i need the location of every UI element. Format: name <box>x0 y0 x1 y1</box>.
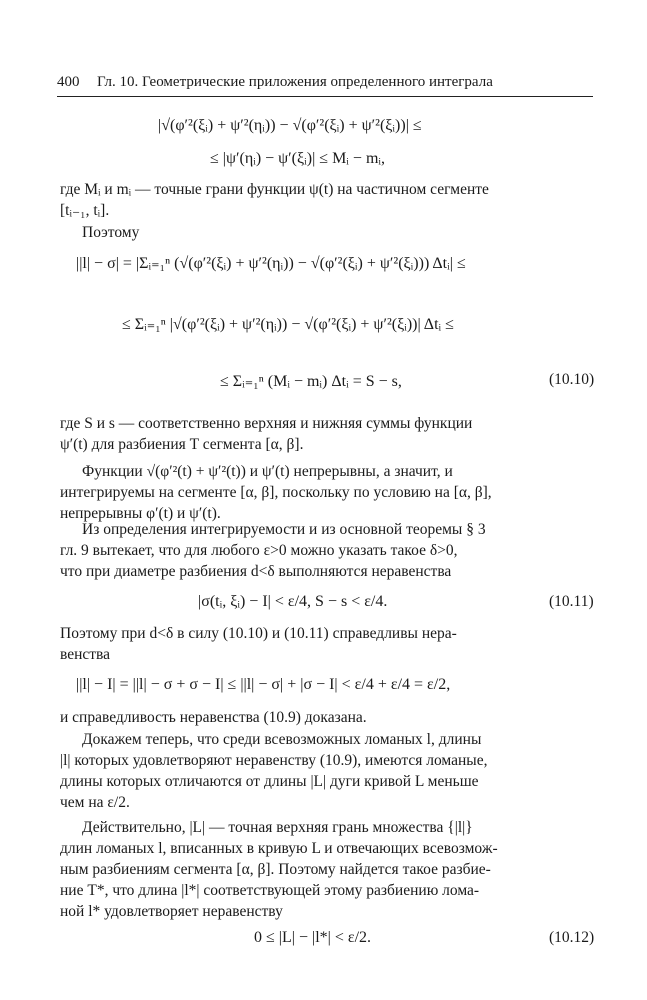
formula-5: 0 ≤ |L| − |l*| < ε/2. <box>254 929 372 946</box>
paragraph-6-line-1: Поэтому при d<δ в силу (10.10) и (10.11) справедливы нера- <box>60 625 457 642</box>
paragraph-8-line-1: Докажем теперь, что среди всевозможных ломаных l, длины <box>82 731 482 748</box>
paragraph-8-line-4: чем на ε/2. <box>60 794 130 811</box>
formula-4: ||l| − I| = ||l| − σ + σ − I| ≤ ||l| − σ| + |σ − I| < ε/4 + ε/4 = ε/2, <box>76 676 451 693</box>
formula-2c: ≤ Σᵢ₌₁ⁿ (Mᵢ − mᵢ) Δtᵢ = S − s, <box>220 373 402 390</box>
page-number: 400 <box>57 74 80 90</box>
paragraph-9-line-2: длин ломаных l, вписанных в кривую L и отвечающих всевозмож- <box>60 840 498 857</box>
formula-3: |σ(tᵢ, ξᵢ) − I| < ε/4, S − s < ε/4. <box>198 593 388 610</box>
paragraph-5-line-1: Из определения интегрируемости и из основной теоремы § 3 <box>82 521 486 538</box>
paragraph-2: Поэтому <box>82 224 140 241</box>
formula-2b: ≤ Σᵢ₌₁ⁿ |√(φ′²(ξᵢ) + ψ′²(ηᵢ)) − √(φ′²(ξᵢ) + ψ′²(ξᵢ))| Δtᵢ ≤ <box>122 316 454 333</box>
paragraph-9-line-1: Действительно, |L| — точная верхняя грань множества {|l|} <box>82 819 473 836</box>
paragraph-4-line-3: непрерывны φ′(t) и ψ′(t). <box>60 505 221 522</box>
paragraph-3-line-2: ψ′(t) для разбиения T сегмента [α, β]. <box>60 436 304 453</box>
equation-number-10-12: (10.12) <box>549 929 595 946</box>
paragraph-5-line-2: гл. 9 вытекает, что для любого ε>0 можно указать такое δ>0, <box>60 542 458 559</box>
formula-2a: ||l| − σ| = |Σᵢ₌₁ⁿ (√(φ′²(ξᵢ) + ψ′²(ηᵢ)) − √(φ′²(ξᵢ) + ψ′²(ξᵢ))) Δtᵢ| ≤ <box>76 255 466 272</box>
paragraph-3-line-1: где S и s — соответственно верхняя и нижняя суммы функции <box>60 415 473 432</box>
paragraph-9-line-5: ной l* удовлетворяет неравенству <box>60 903 283 920</box>
paragraph-6-line-2: венства <box>60 646 111 663</box>
paragraph-4-line-1: Функции √(φ′²(t) + ψ′²(t)) и ψ′(t) непрерывны, а значит, и <box>82 463 453 480</box>
running-title: Гл. 10. Геометрические приложения определенного интеграла <box>97 74 493 90</box>
paragraph-1-line-2: [tᵢ₋₁, tᵢ]. <box>60 202 110 219</box>
paragraph-7: и справедливость неравенства (10.9) доказана. <box>60 709 367 726</box>
paragraph-9-line-4: ние T*, что длина |l*| соответствующей этому разбиению лома- <box>60 882 480 899</box>
paragraph-8-line-2: |l| которых удовлетворяют неравенству (10.9), имеются ломаные, <box>60 752 488 769</box>
page-header <box>57 74 593 97</box>
paragraph-4-line-2: интегрируемы на сегменте [α, β], поскольку по условию на [α, β], <box>60 484 492 501</box>
equation-number-10-11: (10.11) <box>549 593 594 610</box>
formula-1a: |√(φ′²(ξᵢ) + ψ′²(ηᵢ)) − √(φ′²(ξᵢ) + ψ′²(ξᵢ))| ≤ <box>158 117 422 134</box>
paragraph-8-line-3: длины которых отличаются от длины |L| дуги кривой L меньше <box>60 773 479 790</box>
formula-1b: ≤ |ψ′(ηᵢ) − ψ′(ξᵢ)| ≤ Mᵢ − mᵢ, <box>210 150 385 167</box>
equation-number-10-10: (10.10) <box>549 371 595 388</box>
paragraph-5-line-3: что при диаметре разбиения d<δ выполняются неравенства <box>60 563 452 580</box>
paragraph-1-line-1: где Mᵢ и mᵢ — точные грани функции ψ(t) на частичном сегменте <box>60 181 489 198</box>
paragraph-9-line-3: ным разбиениям сегмента [α, β]. Поэтому найдется такое разбие- <box>60 861 491 878</box>
